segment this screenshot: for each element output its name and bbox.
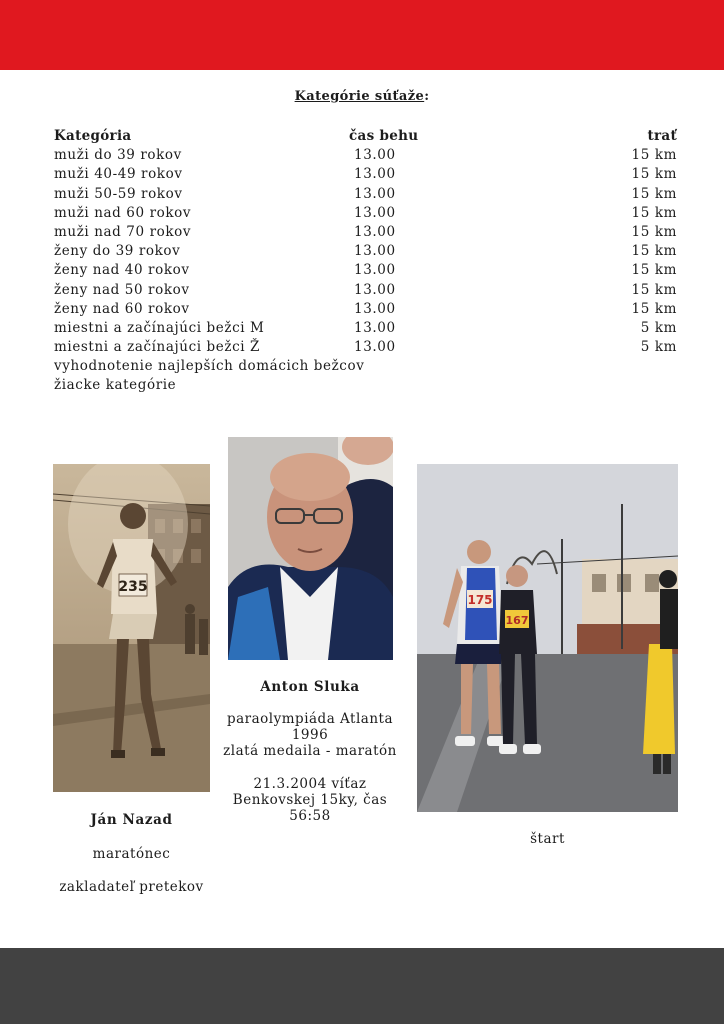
header-distance: trať [647,128,677,144]
table-row [54,300,677,319]
row-category: ženy nad 60 rokov [54,300,190,317]
caption-start: štart [530,831,565,847]
heading-colon: : [424,89,430,104]
row-category: ženy nad 50 rokov [54,281,190,298]
caption-nazad-name: Ján Nazad [90,812,173,828]
row-distance: 15 km [631,166,677,183]
caption-sluka-l6: 56:58 [289,808,331,824]
row-time: 13.00 [354,319,396,336]
caption-nazad-line2: zakladateľ pretekov [59,879,204,895]
table-row [54,281,677,300]
row-category: muži do 39 rokov [54,147,182,164]
category-table [54,127,677,396]
note-home-runners: vyhodnotenie najlepších domácich bežcov [54,358,365,375]
nazad-bib-number: 235 [118,579,148,595]
row-category: muži nad 60 rokov [54,204,192,221]
table-row [54,185,677,204]
row-distance: 15 km [631,281,677,298]
row-distance: 5 km [640,339,677,356]
heading-title: Kategórie súťaže [294,89,425,104]
caption-sluka-l1: paraolympiáda Atlanta [226,711,394,727]
row-category: muži 40-49 rokov [54,166,183,183]
row-time: 13.00 [354,223,396,240]
row-distance: 15 km [631,147,677,164]
caption-sluka-l5: Benkovskej 15ky, čas [232,792,388,808]
top-red-bar [0,0,724,70]
row-category: miestni a začínajúci bežci M [54,319,265,336]
note-youth-categories: žiacke kategórie [54,377,177,394]
row-distance: 15 km [631,243,677,260]
row-distance: 15 km [631,300,677,317]
caption-sluka-l2: 1996 [291,727,329,743]
table-row [54,165,677,184]
row-time: 13.00 [354,166,396,183]
row-distance: 15 km [631,185,677,202]
start-bib-left: 175 [467,593,493,607]
caption-nazad-line1: maratónec [92,846,171,862]
row-distance: 5 km [640,319,677,336]
photo-start [417,464,678,812]
row-distance: 15 km [631,223,677,240]
header-time: čas behu [349,128,419,144]
row-time: 13.00 [354,339,396,356]
photo-jan-nazad [53,464,210,792]
header-category: Kategória [54,128,132,144]
row-time: 13.00 [354,185,396,202]
row-category: muži nad 70 rokov [54,223,192,240]
start-bib-right: 167 [505,614,529,627]
photo-anton-sluka [228,437,393,660]
row-time: 13.00 [354,281,396,298]
table-note [54,357,677,376]
table-row [54,319,677,338]
caption-sluka-l3: zlatá medaila - maratón [223,743,397,759]
row-category: miestni a začínajúci bežci Ž [54,339,261,356]
table-row [54,146,677,165]
row-time: 13.00 [354,147,396,164]
row-distance: 15 km [631,262,677,279]
row-time: 13.00 [354,243,396,260]
table-row [54,204,677,223]
row-time: 13.00 [354,262,396,279]
bottom-dark-bar [0,948,724,1024]
row-distance: 15 km [631,204,677,221]
row-time: 13.00 [354,204,396,221]
row-category: muži 50-59 rokov [54,185,183,202]
table-row [54,242,677,261]
table-row [54,338,677,357]
caption-sluka-l4: 21.3.2004 víťaz [253,776,367,792]
page-heading [0,89,724,104]
table-row [54,261,677,280]
table-note [54,376,677,395]
row-category: ženy nad 40 rokov [54,262,190,279]
caption-sluka-name: Anton Sluka [260,679,360,695]
table-header-row [54,127,677,146]
table-row [54,223,677,242]
row-time: 13.00 [354,300,396,317]
row-category: ženy do 39 rokov [54,243,181,260]
